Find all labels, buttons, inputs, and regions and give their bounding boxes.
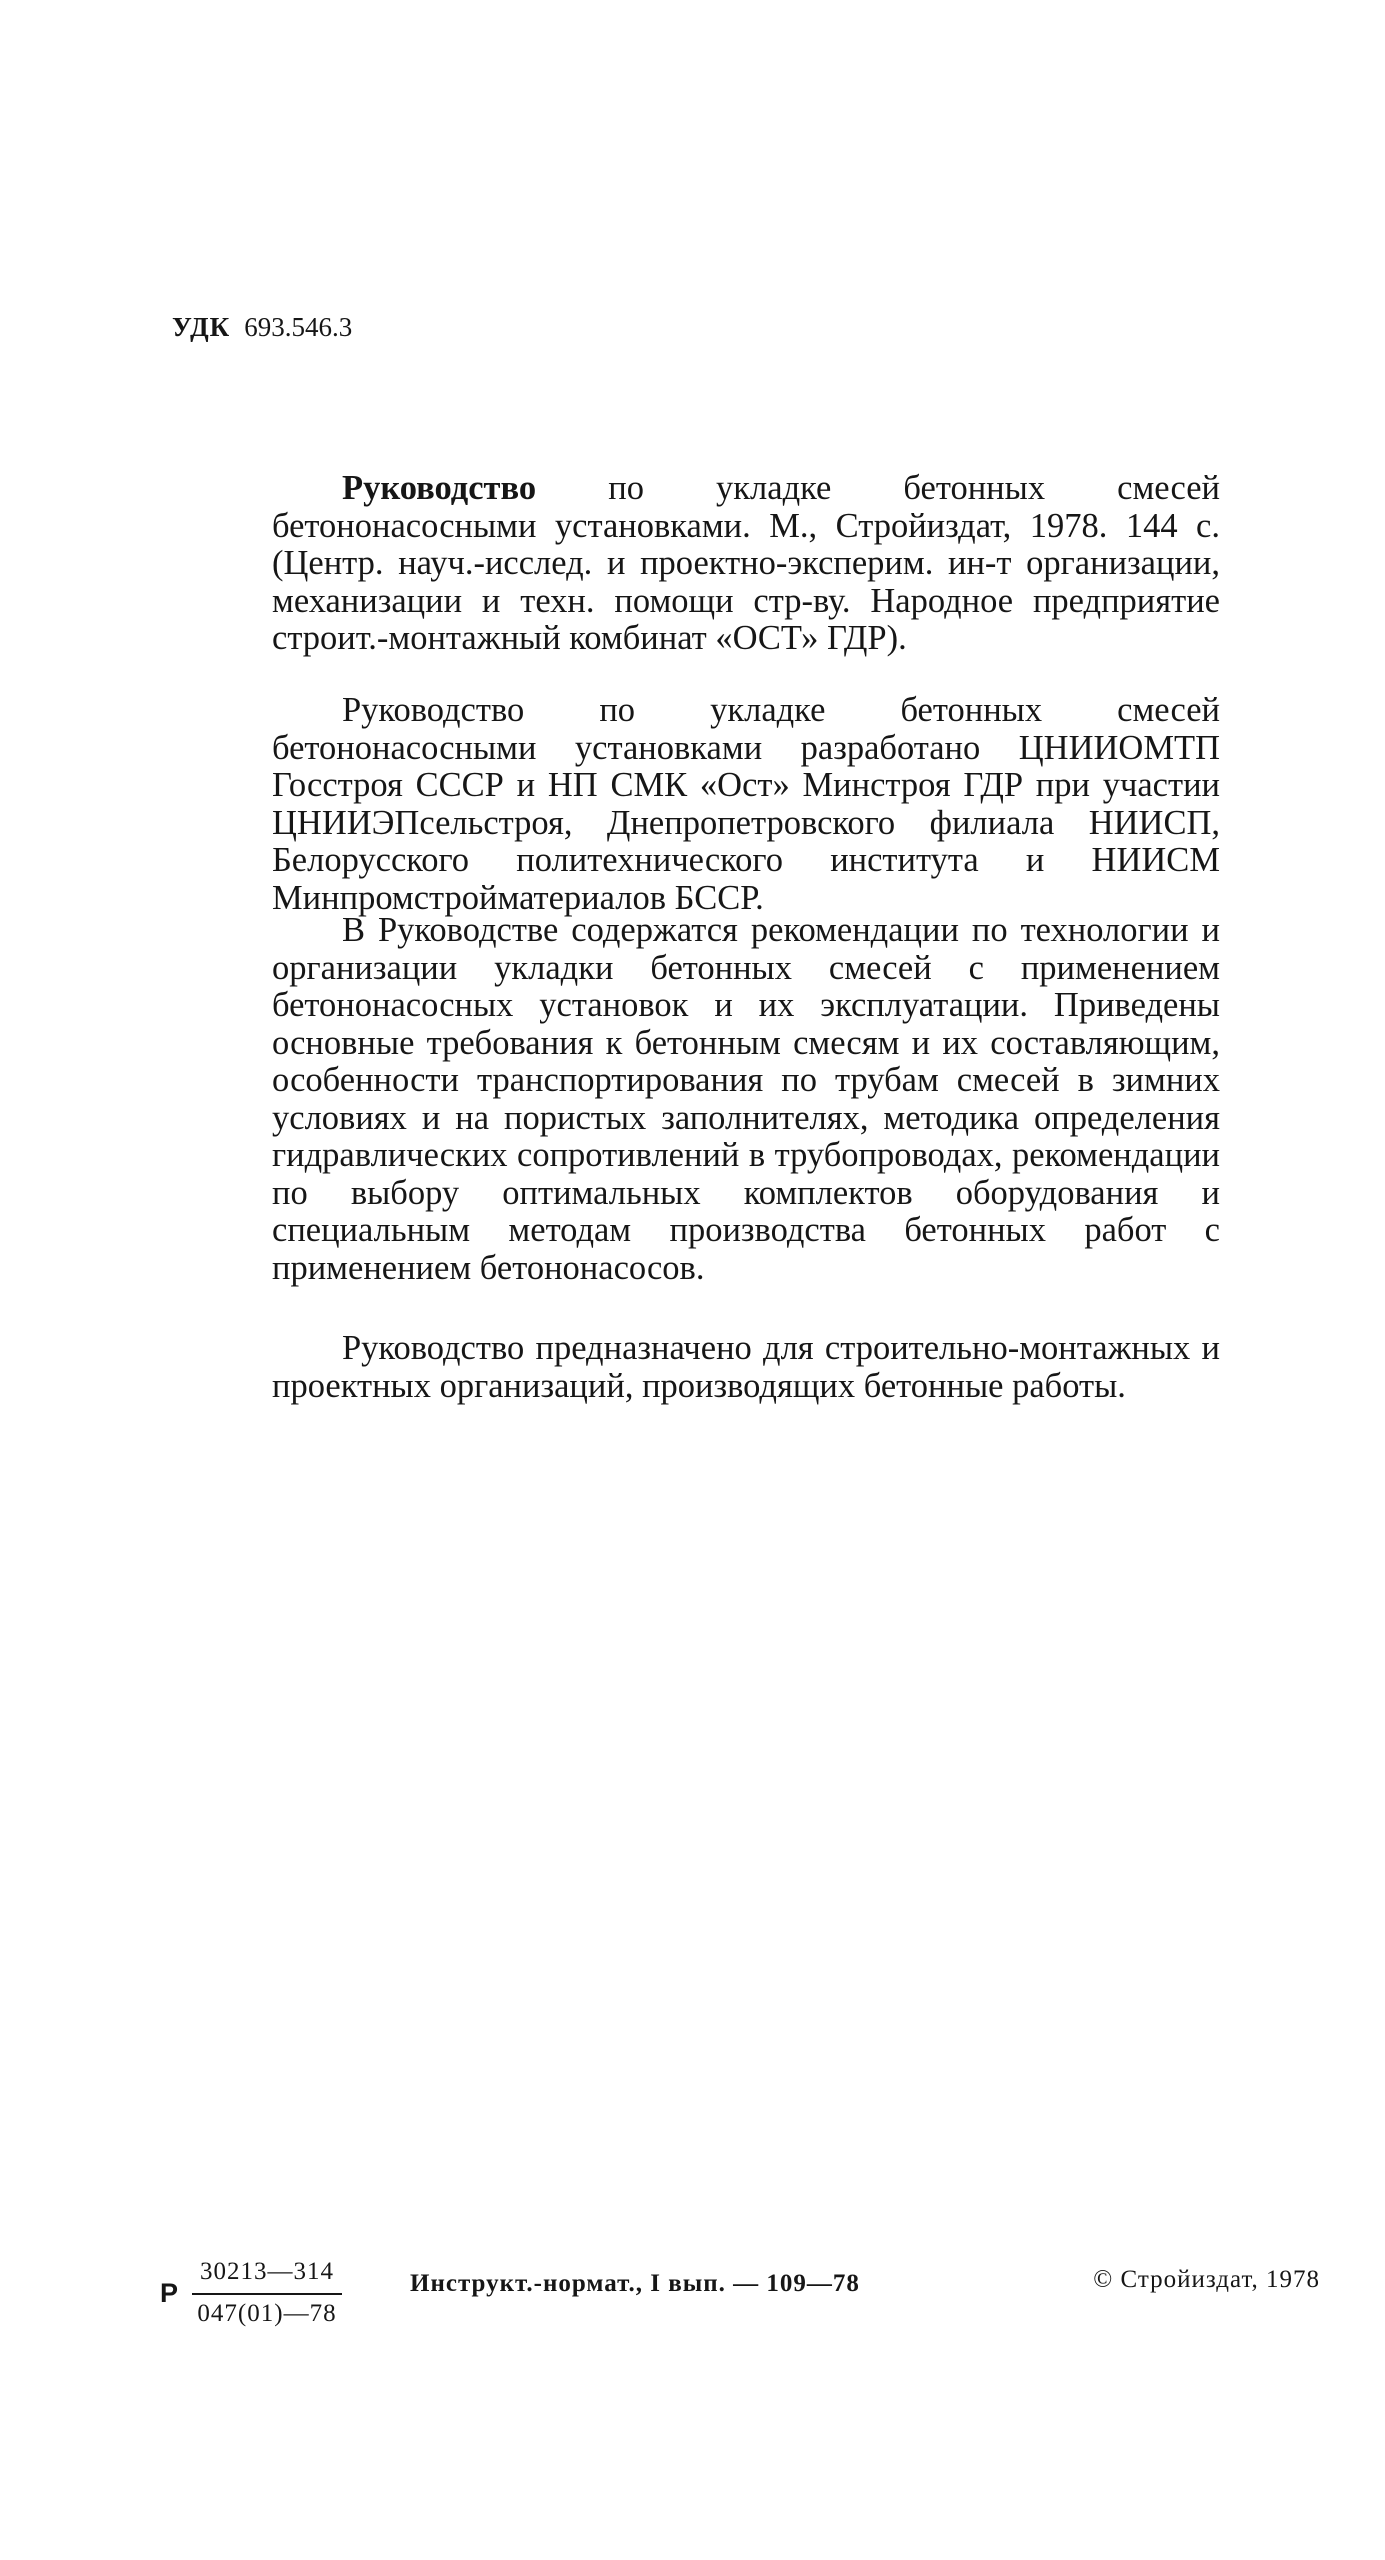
fraction-bar (192, 2293, 342, 2295)
imprint-footer (160, 2258, 1320, 2348)
bibliographic-abstract (272, 470, 1220, 658)
description-block-1 (272, 692, 1220, 917)
abstract-text: по укладке бетонных смесей бетононасосными установками. М., Стройиздат, 1978. 144 с. (Центр. науч.-исслед. и проектно-эксперим. ин-т организации, механизации и техн. помощи стр-ву. Народное предприятие строит.-монтажный комбинат «ОСТ» ГДР). (272, 469, 1220, 657)
udk-code: 693.546.3 (244, 312, 353, 342)
description-block-2 (272, 912, 1220, 1287)
description-paragraph: Руководство по укладке бетонных смесей бетононасосными установками разработано ЦНИИОМТП Госстроя СССР и НП СМК «Ост» Минстроя ГДР при участии ЦНИИЭПсельстроя, Днепропетровского филиала НИИСП, Белорусского политехнического института и НИИСМ Минпромстройматериалов БССР. (272, 691, 1220, 917)
udk-label: УДК (172, 312, 231, 342)
catalog-denominator: 047(01)—78 (197, 2300, 337, 2327)
catalog-numerator: 30213—314 (200, 2258, 334, 2285)
abstract-paragraph (272, 470, 1220, 658)
abstract-lead-title: Руководство (342, 469, 537, 507)
description-paragraph: Руководство предназначено для строительно-монтажных и проектных организаций, производящих бетонные работы. (272, 1329, 1220, 1405)
description-block-3 (272, 1330, 1220, 1405)
catalog-letter: Р (160, 2278, 179, 2308)
udk-line (172, 312, 352, 343)
copyright-notice: © Стройиздат, 1978 (1093, 2266, 1320, 2293)
description-paragraph: В Руководстве содержатся рекомендации по технологии и организации укладки бетонных смесей с применением бетононасосных установок и их эксплуатации. Приведены основные требования к бетонным смесям и их составляющим, особенности транспортирования по трубам смесей в зимних условиях и на пористых заполнителях, методика определения гидравлических сопротивлений в трубопроводах, рекомендации по выбору оптимальных комплектов оборудования и специальным методам производства бетонных работ с применением бетононасосов. (272, 911, 1220, 1287)
series-info: Инструкт.-нормат., I вып. — 109—78 (410, 2270, 860, 2297)
